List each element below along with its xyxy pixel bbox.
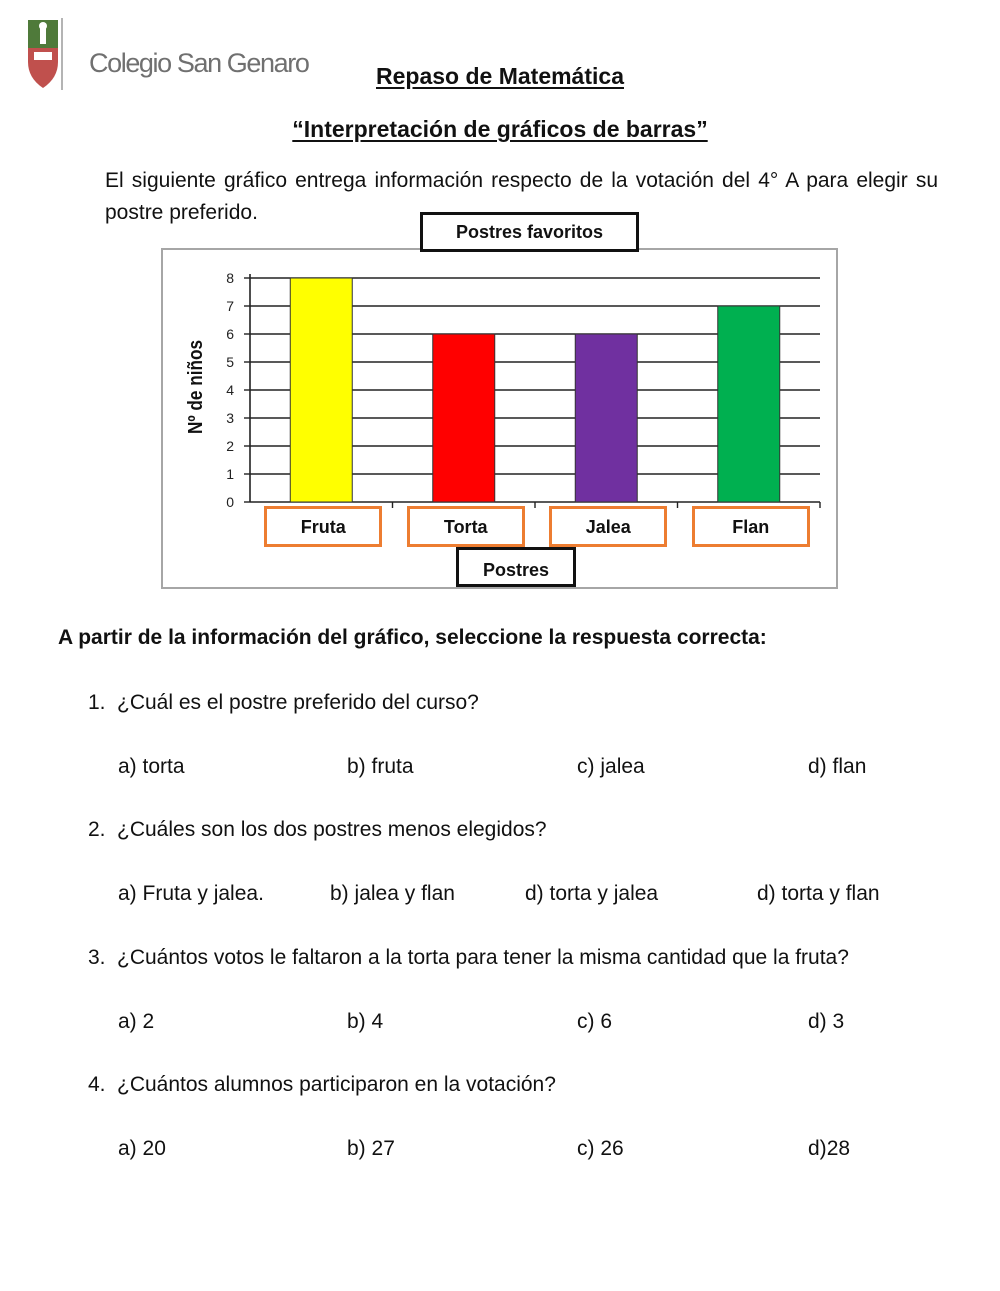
option-text: 20 xyxy=(142,1137,166,1160)
y-tick-label: 6 xyxy=(226,326,234,342)
option-text: 28 xyxy=(826,1137,851,1160)
answer-option-1-1[interactable] xyxy=(118,755,185,779)
option-text: torta xyxy=(142,755,185,778)
chart-y-label xyxy=(174,324,214,434)
answer-option-3-4[interactable] xyxy=(808,1010,844,1034)
option-text: 3 xyxy=(832,1010,845,1033)
option-text: jalea xyxy=(600,755,645,778)
x-tick-label-flan: Flan xyxy=(692,506,810,547)
question-text: ¿Cuál es el postre preferido del curso? xyxy=(117,691,479,714)
option-text: 6 xyxy=(600,1010,613,1033)
answer-option-3-1[interactable] xyxy=(118,1010,154,1034)
y-axis-label-text: Nº de niños xyxy=(185,324,207,434)
option-text: torta y flan xyxy=(781,882,880,905)
answer-option-4-4[interactable] xyxy=(808,1137,850,1161)
option-letter: b) xyxy=(330,882,349,905)
question-number: 1. xyxy=(88,691,106,714)
question-number: 4. xyxy=(88,1073,106,1096)
option-letter: c) xyxy=(577,1137,595,1160)
y-tick-label: 4 xyxy=(226,382,234,398)
page-title: Repaso de Matemática xyxy=(376,63,624,89)
question-text: ¿Cuántos votos le faltaron a la torta para tener la misma cantidad que la fruta? xyxy=(117,946,849,969)
option-letter: a) xyxy=(118,1010,137,1033)
question-text: ¿Cuáles son los dos postres menos elegidos? xyxy=(117,818,547,841)
answer-option-2-3[interactable] xyxy=(525,882,658,906)
bar-fruta xyxy=(290,278,352,502)
answer-option-1-4[interactable] xyxy=(808,755,866,779)
y-tick-label: 0 xyxy=(226,494,234,510)
option-letter: b) xyxy=(347,1137,366,1160)
option-letter: b) xyxy=(347,1010,366,1033)
option-letter: d) xyxy=(525,882,544,905)
question-4 xyxy=(88,1073,556,1097)
question-2 xyxy=(88,818,547,842)
question-3 xyxy=(88,946,849,970)
x-tick-label-jalea: Jalea xyxy=(549,506,667,547)
answer-option-2-2[interactable] xyxy=(330,882,455,906)
option-letter: c) xyxy=(577,755,595,778)
option-letter: d) xyxy=(757,882,776,905)
option-letter: b) xyxy=(347,755,366,778)
option-letter: d) xyxy=(808,755,827,778)
y-tick-label: 2 xyxy=(226,438,234,454)
page-subtitle: “Interpretación de gráficos de barras” xyxy=(292,116,708,142)
question-text: ¿Cuántos alumnos participaron en la votación? xyxy=(117,1073,556,1096)
option-letter: d) xyxy=(808,1137,827,1160)
answer-option-3-3[interactable] xyxy=(577,1010,612,1034)
answer-option-1-2[interactable] xyxy=(347,755,414,779)
answer-option-1-3[interactable] xyxy=(577,755,645,779)
y-tick-label: 3 xyxy=(226,410,234,426)
option-text: torta y jalea xyxy=(549,882,659,905)
y-tick-label: 1 xyxy=(226,466,234,482)
option-letter: a) xyxy=(118,882,137,905)
option-letter: a) xyxy=(118,755,137,778)
answer-option-4-1[interactable] xyxy=(118,1137,166,1161)
option-text: 4 xyxy=(371,1010,384,1033)
option-letter: d) xyxy=(808,1010,827,1033)
x-tick-label-torta: Torta xyxy=(407,506,525,547)
answer-option-4-2[interactable] xyxy=(347,1137,395,1161)
question-1 xyxy=(88,691,479,715)
instruction-text: A partir de la información del gráfico, seleccione la respuesta correcta: xyxy=(58,626,767,649)
question-number: 3. xyxy=(88,946,106,969)
option-letter: c) xyxy=(577,1010,595,1033)
school-name: Colegio San Genaro xyxy=(89,48,309,78)
y-tick-label: 5 xyxy=(226,354,234,370)
option-text: fruta xyxy=(371,755,414,778)
chart-x-label: Postres xyxy=(456,547,576,587)
option-text: 26 xyxy=(600,1137,624,1160)
bar-flan xyxy=(718,306,780,502)
answer-option-2-4[interactable] xyxy=(757,882,880,906)
y-tick-label: 8 xyxy=(226,270,234,286)
x-tick-label-fruta: Fruta xyxy=(264,506,382,547)
option-text: 27 xyxy=(371,1137,395,1160)
chart-title: Postres favoritos xyxy=(420,212,639,252)
bar-torta xyxy=(433,334,495,502)
option-text: jalea y flan xyxy=(354,882,455,905)
question-number: 2. xyxy=(88,818,106,841)
intro-paragraph: El siguiente gráfico entrega información respecto de la votación del 4° A para elegir su postre preferido. xyxy=(105,169,938,224)
y-tick-label: 7 xyxy=(226,298,234,314)
option-letter: a) xyxy=(118,1137,137,1160)
answer-option-3-2[interactable] xyxy=(347,1010,383,1034)
option-text: Fruta y jalea. xyxy=(142,882,264,905)
option-text: 2 xyxy=(142,1010,155,1033)
answer-option-4-3[interactable] xyxy=(577,1137,624,1161)
bar-jalea xyxy=(575,334,637,502)
answer-option-2-1[interactable] xyxy=(118,882,264,906)
option-text: flan xyxy=(832,755,867,778)
